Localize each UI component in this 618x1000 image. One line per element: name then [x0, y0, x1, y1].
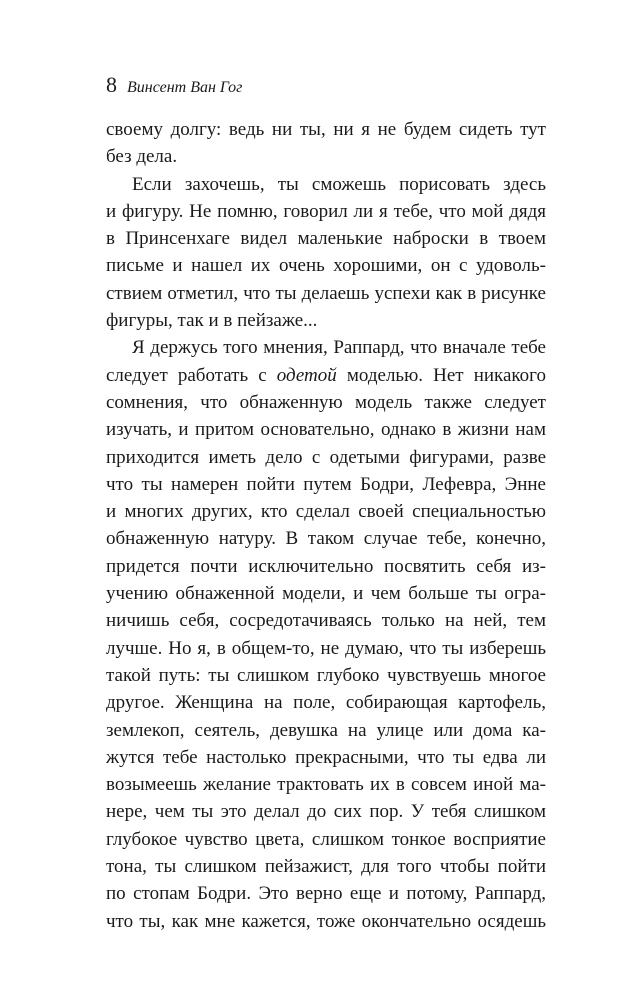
text-line: Я держусь того мнения, Раппард, что вначале тебе	[132, 337, 546, 359]
text-line: в Принсенхаге видел маленькие наброски в твоем	[106, 228, 546, 250]
text-line: тона, ты слишком пейзажист, для того чтобы пойти	[106, 856, 546, 878]
text-line: Если захочешь, ты сможешь порисовать здесь	[132, 173, 546, 195]
text-line: что ты, как мне кажется, тоже окончательно осядешь	[106, 910, 546, 932]
text-line: учению обнаженной модели, и чем больше ты огра-	[106, 583, 546, 605]
text-line: глубокое чувство цвета, слишком тонкое восприятие	[106, 828, 546, 850]
text-segment: моделью. Нет никакого	[336, 364, 546, 386]
paragraph-2	[106, 171, 546, 335]
emphasized-word: одетой	[276, 364, 337, 386]
text-line: такой путь: ты слишком глубоко чувствуешь многое	[106, 664, 546, 686]
text-line: приходится иметь дело с одетыми фигурами, разве	[106, 446, 546, 468]
text-line: письме и нашел их очень хорошими, он с удоволь-	[106, 255, 546, 277]
page-number: 8	[106, 72, 117, 97]
text-line: другое. Женщина на поле, собирающая картофель,	[106, 692, 546, 714]
running-head	[106, 72, 242, 98]
text-line: придется почти исключительно посвятить себя из-	[106, 555, 546, 577]
body-text	[106, 116, 546, 935]
text-segment: следует работать с	[106, 364, 277, 386]
text-line: своему долгу: ведь ни ты, ни я не будем сидеть тут	[106, 119, 546, 140]
running-title: Винсент Ван Гог	[127, 79, 243, 96]
text-line: обнаженную натуру. В таком случае тебе, конечно,	[106, 528, 546, 550]
text-line: землекоп, сеятель, девушка на улице или дома ка-	[106, 719, 546, 741]
text-line: по стопам Бодри. Это верно еще и потому, Раппард,	[106, 883, 546, 905]
text-line: возымеешь желание трактовать их в совсем иной ма-	[106, 774, 546, 796]
text-line: лучше. Но я, в общем-то, не думаю, что ты изберешь	[106, 637, 546, 659]
text-line: ничишь себя, сосредотачиваясь только на ней, тем	[106, 610, 546, 632]
text-line: изучать, и притом основательно, однако в жизни нам	[106, 419, 546, 441]
text-line: сомнения, что обнаженную модель также следует	[106, 391, 546, 413]
text-line: что ты намерен пойти путем Бодри, Лефевра, Энне	[106, 473, 546, 495]
text-line: нере, чем ты это делал до сих пор. У тебя слишком	[106, 801, 546, 823]
text-line-with-emphasis	[106, 362, 546, 389]
text-line: фигуры, так и в пейзаже...	[106, 310, 318, 332]
paragraph-3	[106, 334, 546, 935]
paragraph-1	[106, 116, 546, 171]
text-line: и фигуру. Не помню, говорил ли я тебе, что мой дядя	[106, 200, 546, 222]
text-line: жутся тебе настолько прекрасными, что ты едва ли	[106, 746, 546, 768]
text-line: и многих других, кто сделал своей специальностью	[106, 501, 546, 523]
text-line: без дела.	[106, 146, 178, 168]
text-line: ствием отметил, что ты делаешь успехи как в рисунке	[106, 282, 546, 304]
